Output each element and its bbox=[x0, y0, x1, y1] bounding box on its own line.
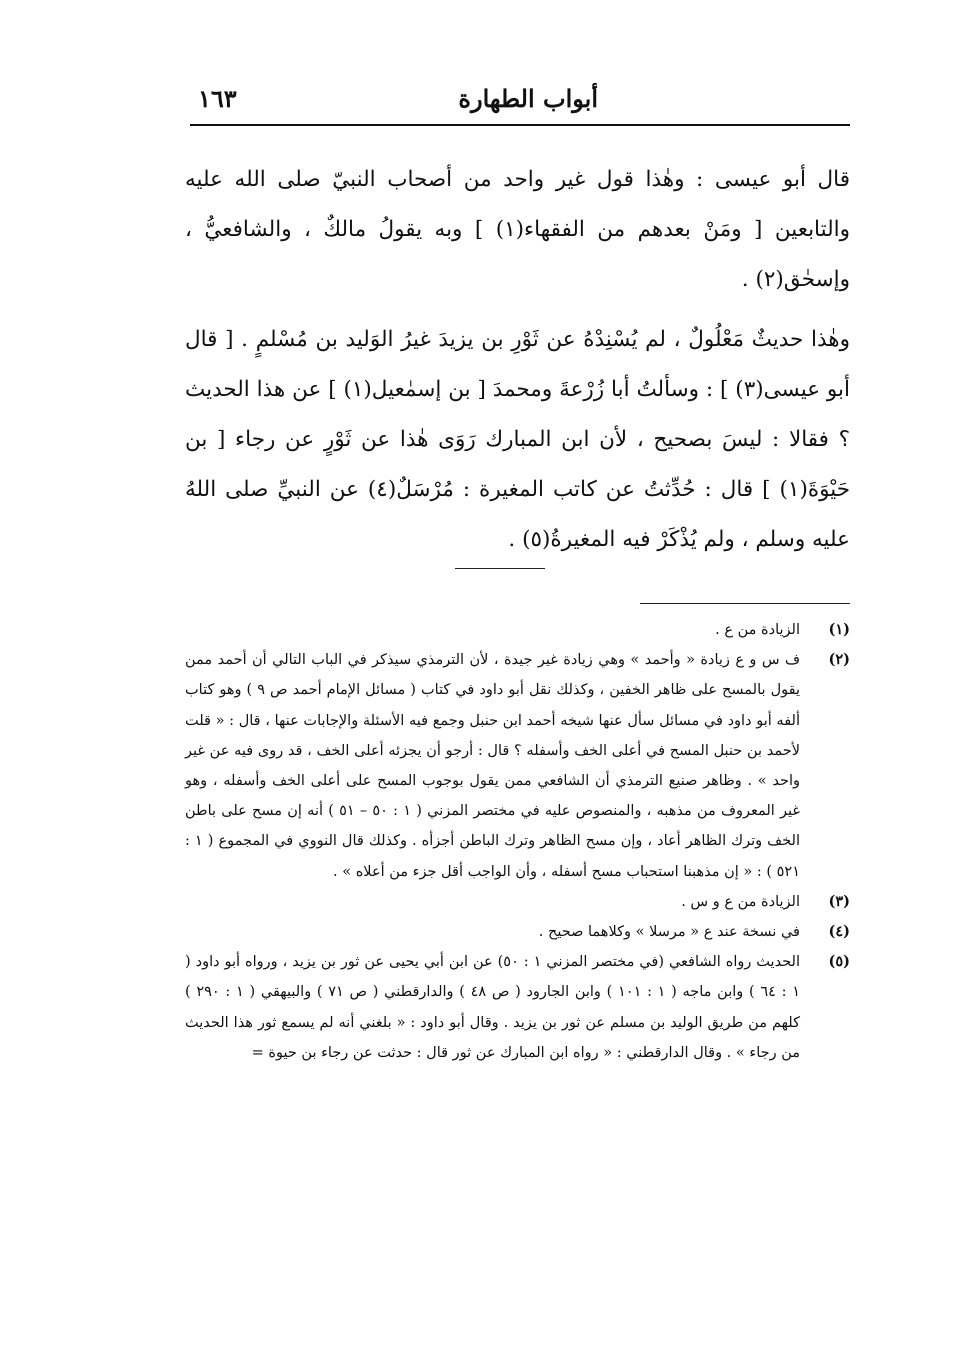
footnote-number: (٢) bbox=[828, 651, 850, 669]
section-separator bbox=[455, 568, 545, 569]
footnote-text: ف س و ع زيادة « وأحمد » وهي زيادة غير جيدة ، لأن الترمذي سيذكر في الباب التالي أن أحمد ممن يقول بالمسح على ظاهر الخفين ، وكذلك نقل أبو داود في كتاب ( مسائل الإمام أحمد ص ٩ ) وهو كتاب ألفه أبو داود في مسائل سأل عنها شيخه أحمد ابن حنبل وجمع فيه الأسئلة والإجابات عنها ، قال : « قلت لأحمد بن حنبل المسح في أعلى الخف وأسفله ؟ قال : أرجو أن يجزئه أعلى الخف ، قد روى فيه عن غير واحد » . وظاهر صنيع الترمذي أن الشافعي ممن يقول بوجوب المسح على أعلى الخف وأسفله ، وهو غير المعروف من مذهبه ، والمنصوص عليه في مختصر المزني ( ١ : ٥٠ – ٥١ ) أنه إن مسح على باطن الخف وترك الظاهر أعاد ، وإن مسح الظاهر وترك الباطن أجزأه . وكذلك قال النووي في المجموع ( ١ : ٥٢١ ) : « إن مذهبنا استحباب مسح أسفله ، وأن الواجب أقل جزء من أعلاه » . bbox=[185, 652, 800, 880]
footnote-text: الحديث رواه الشافعي (في مختصر المزني ١ : ٥٠) عن ابن أبي يحيى عن ثور بن يزيد ، ورواه أبو داود ( ١ : ٦٤ ) وابن ماجه ( ١ : ١٠١ ) وابن الجارود ( ص ٤٨ ) والدارقطني ( ص ٧١ ) والبيهقي ( ١ : ٢٩٠ ) كلهم من طريق الوليد بن مسلم عن ثور بن يزيد . وقال أبو داود : « بلغني أنه لم يسمع ثور هذا الحديث من رجاء » . وقال الدارقطني : « رواه ابن المبارك عن ثور قال : حدثت عن رجاء بن حيوة = bbox=[185, 954, 800, 1061]
footnote bbox=[185, 947, 850, 1068]
header-rule bbox=[190, 124, 850, 126]
footnote-text: الزيادة من ع و س . bbox=[681, 893, 800, 910]
main-text bbox=[185, 155, 850, 565]
paragraph-1: قال أبو عيسى : وهٰذا قول غير واحد من أصحاب النبيّ صلى الله عليه والتابعين [ ومَنْ بعدهم من الفقهاء(١) ] وبه يقولُ مالكٌ ، والشافعيُّ ، وإسحٰق(٢) . bbox=[185, 167, 850, 292]
footnote-number: (٣) bbox=[828, 892, 850, 910]
footnote bbox=[185, 917, 850, 947]
footnote bbox=[185, 645, 850, 887]
footnote-separator bbox=[640, 603, 850, 604]
footnotes bbox=[185, 615, 850, 1068]
footnote-number: (٥) bbox=[828, 953, 850, 971]
paragraph-2: وهٰذا حديثٌ مَعْلُولٌ ، لم يُسْنِدْهُ عن ثَوْرِ بن يزيدَ غيرُ الوَليد بن مُسْلمٍ . [ قال أبو عيسى(٣) ] : وسألتُ أبا زُرْعةَ ومحمدَ [ بن إسمٰعيل(١) ] عن هذا الحديث ؟ فقالا : ليسَ بصحيح ، لأن ابن المبارك رَوَى هٰذا عن ثَوْرٍ عن رجاء [ بن حَيْوَةَ(١) ] قال : حُدِّثتُ عن كاتب المغيرة : مُرْسَلٌ(٤) عن النبيِّ صلى اللهُ عليه وسلم ، ولم يُذْكَرْ فيه المغيرةُ(٥) . bbox=[185, 327, 850, 552]
footnote-number: (١) bbox=[828, 621, 850, 638]
footnote-text: في نسخة عند ع « مرسلا » وكلاهما صحيح . bbox=[538, 924, 800, 941]
page-number: ١٦٣ bbox=[198, 84, 237, 113]
footnote bbox=[185, 615, 850, 645]
footnote-text: الزيادة من ع . bbox=[715, 622, 800, 638]
footnote bbox=[185, 887, 850, 917]
running-title: أبواب الطهارة bbox=[458, 84, 598, 113]
footnote-number: (٤) bbox=[828, 923, 850, 941]
page-header bbox=[190, 78, 850, 118]
